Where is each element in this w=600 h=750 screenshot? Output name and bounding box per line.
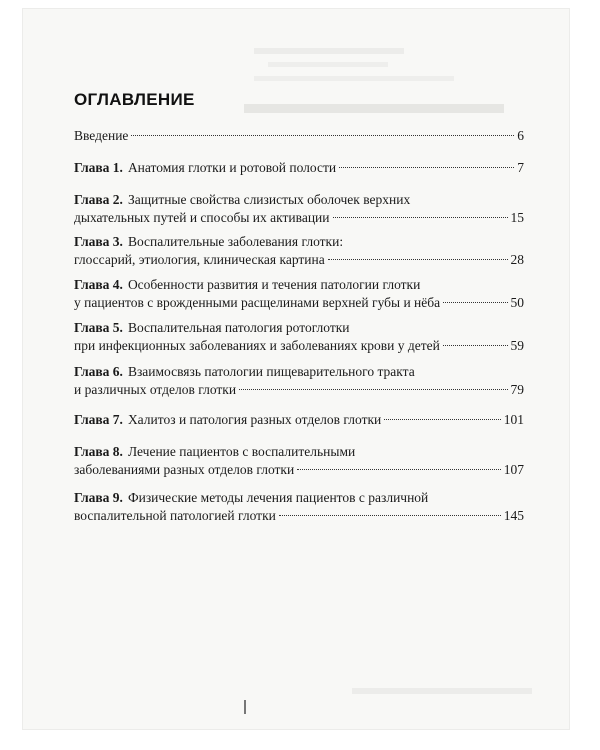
page-number: 7: [517, 160, 524, 175]
chapter-label: Глава 1.: [74, 160, 123, 175]
toc-entry-text: глоссарий, этиология, клиническая картина: [74, 252, 325, 267]
page-number: 101: [503, 412, 524, 427]
toc-entry-chapter-8[interactable]: [74, 443, 524, 479]
toc-entry-chapter-2[interactable]: [74, 191, 524, 227]
toc-entry-chapter-7[interactable]: [74, 411, 524, 429]
toc-entry-text: Воспалительная патология ротоглотки: [127, 320, 350, 335]
toc-entry-text: Взаимосвязь патологии пищеварительного тракта: [127, 364, 415, 379]
dot-leader: [443, 302, 507, 303]
toc-entry-text: воспалительной патологией глотки: [74, 508, 276, 523]
toc-entry-text: Введение: [74, 128, 129, 143]
toc-entry-text: и различных отделов глотки: [74, 382, 237, 397]
chapter-label: Глава 2.: [74, 192, 123, 207]
toc-entry-chapter-9[interactable]: [74, 489, 524, 525]
toc-entry-chapter-6[interactable]: [74, 363, 524, 399]
page-number: 59: [510, 338, 524, 353]
chapter-label: Глава 4.: [74, 277, 123, 292]
page-number: 79: [510, 382, 524, 397]
dot-leader: [239, 389, 507, 390]
bleed-through-mark: [268, 62, 388, 67]
toc-entry-text: заболеваниями разных отделов глотки: [74, 462, 295, 477]
page-number: 145: [503, 508, 524, 523]
toc-entry-chapter-4[interactable]: [74, 276, 524, 312]
chapter-label: Глава 9.: [74, 490, 123, 505]
toc-entry-text: Защитные свойства слизистых оболочек верхних: [127, 192, 411, 207]
toc-entry-text: Анатомия глотки и ротовой полости: [127, 160, 337, 175]
dot-leader: [384, 419, 500, 420]
chapter-label: Глава 7.: [74, 412, 123, 427]
toc-entry-chapter-1[interactable]: [74, 159, 524, 177]
toc-title: ОГЛАВЛЕНИЕ: [74, 90, 195, 109]
chapter-label: Глава 8.: [74, 444, 123, 459]
page-number: 50: [510, 295, 524, 310]
dot-leader: [339, 167, 514, 168]
toc-entry-chapter-3[interactable]: [74, 233, 524, 269]
page-number: 28: [510, 252, 524, 267]
dot-leader: [333, 217, 508, 218]
chapter-label: Глава 3.: [74, 234, 123, 249]
bleed-through-mark: [244, 700, 246, 714]
toc-entry-text: Особенности развития и течения патологии глотки: [127, 277, 421, 292]
toc-entry-chapter-5[interactable]: [74, 319, 524, 355]
toc-entry-text: Физические методы лечения пациентов с различной: [127, 490, 429, 505]
dot-leader: [279, 515, 501, 516]
chapter-label: Глава 6.: [74, 364, 123, 379]
page-number: 107: [503, 462, 524, 477]
toc-entry-text: у пациентов с врожденными расщелинами верхней губы и нёба: [74, 295, 441, 310]
bleed-through-mark: [244, 104, 504, 113]
toc-entry-text: дыхательных путей и способы их активации: [74, 210, 330, 225]
dot-leader: [131, 135, 514, 136]
dot-leader: [443, 345, 508, 346]
toc-entry-introduction[interactable]: [74, 127, 524, 145]
dot-leader: [297, 469, 501, 470]
toc-entry-text: Воспалительные заболевания глотки:: [127, 234, 344, 249]
bleed-through-mark: [254, 76, 454, 81]
toc-entry-text: Лечение пациентов с воспалительными: [127, 444, 356, 459]
chapter-label: Глава 5.: [74, 320, 123, 335]
page-number: 6: [517, 128, 524, 143]
bleed-through-mark: [352, 688, 532, 694]
dot-leader: [328, 259, 508, 260]
book-page: [22, 8, 570, 730]
toc-entry-text: при инфекционных заболеваниях и заболеваниях крови у детей: [74, 338, 440, 353]
toc-entry-text: Халитоз и патология разных отделов глотки: [127, 412, 382, 427]
bleed-through-mark: [254, 48, 404, 54]
page-number: 15: [510, 210, 524, 225]
